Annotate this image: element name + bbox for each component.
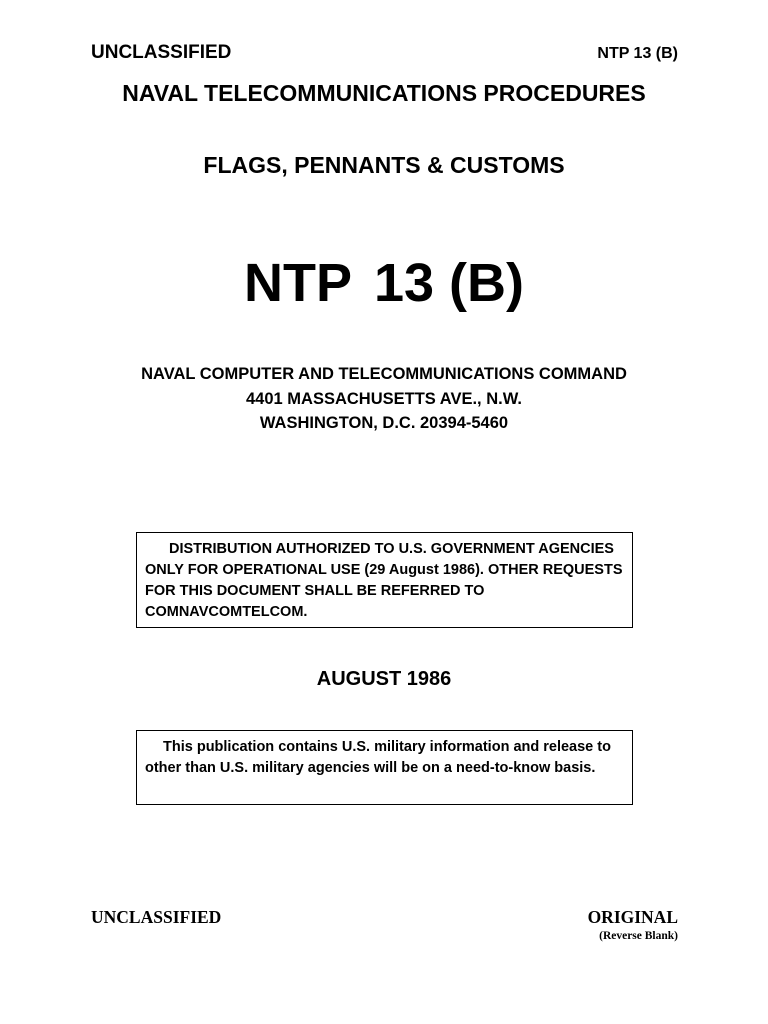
publication-number [0, 252, 768, 314]
publication-number-suffix: 13 (B) [373, 253, 525, 313]
series-title: NAVAL TELECOMMUNICATIONS PROCEDURES [122, 80, 646, 106]
issuer-name: NAVAL COMPUTER AND TELECOMMUNICATIONS COMMAND [141, 365, 627, 383]
distribution-notice-text: DISTRIBUTION AUTHORIZED TO U.S. GOVERNMENT AGENCIES ONLY FOR OPERATIONAL USE (29 August 1986). OTHER REQUESTS FOR THIS DOCUMENT SHALL BE REFERRED TO COMNAVCOMTELCOM. [145, 541, 623, 620]
release-notice-text: This publication contains U.S. military information and release to other than U.S. military agencies will be on a need-to-know basis. [145, 739, 611, 776]
issuer-city: WASHINGTON, D.C. 20394-5460 [259, 414, 509, 432]
release-notice-box [136, 730, 633, 805]
publication-date: AUGUST 1986 [316, 668, 452, 690]
distribution-notice-box [136, 532, 633, 628]
footer-classification: UNCLASSIFIED [91, 907, 222, 927]
footer-note: (Reverse Blank) [599, 930, 678, 942]
header-classification: UNCLASSIFIED [91, 42, 232, 63]
footer-status: ORIGINAL [587, 907, 678, 927]
header-doc-id: NTP 13 (B) [597, 45, 678, 62]
subject-title: FLAGS, PENNANTS & CUSTOMS [203, 152, 565, 178]
issuer-address: 4401 MASSACHUSETTS AVE., N.W. [246, 390, 522, 408]
publication-number-prefix: NTP [243, 253, 352, 313]
